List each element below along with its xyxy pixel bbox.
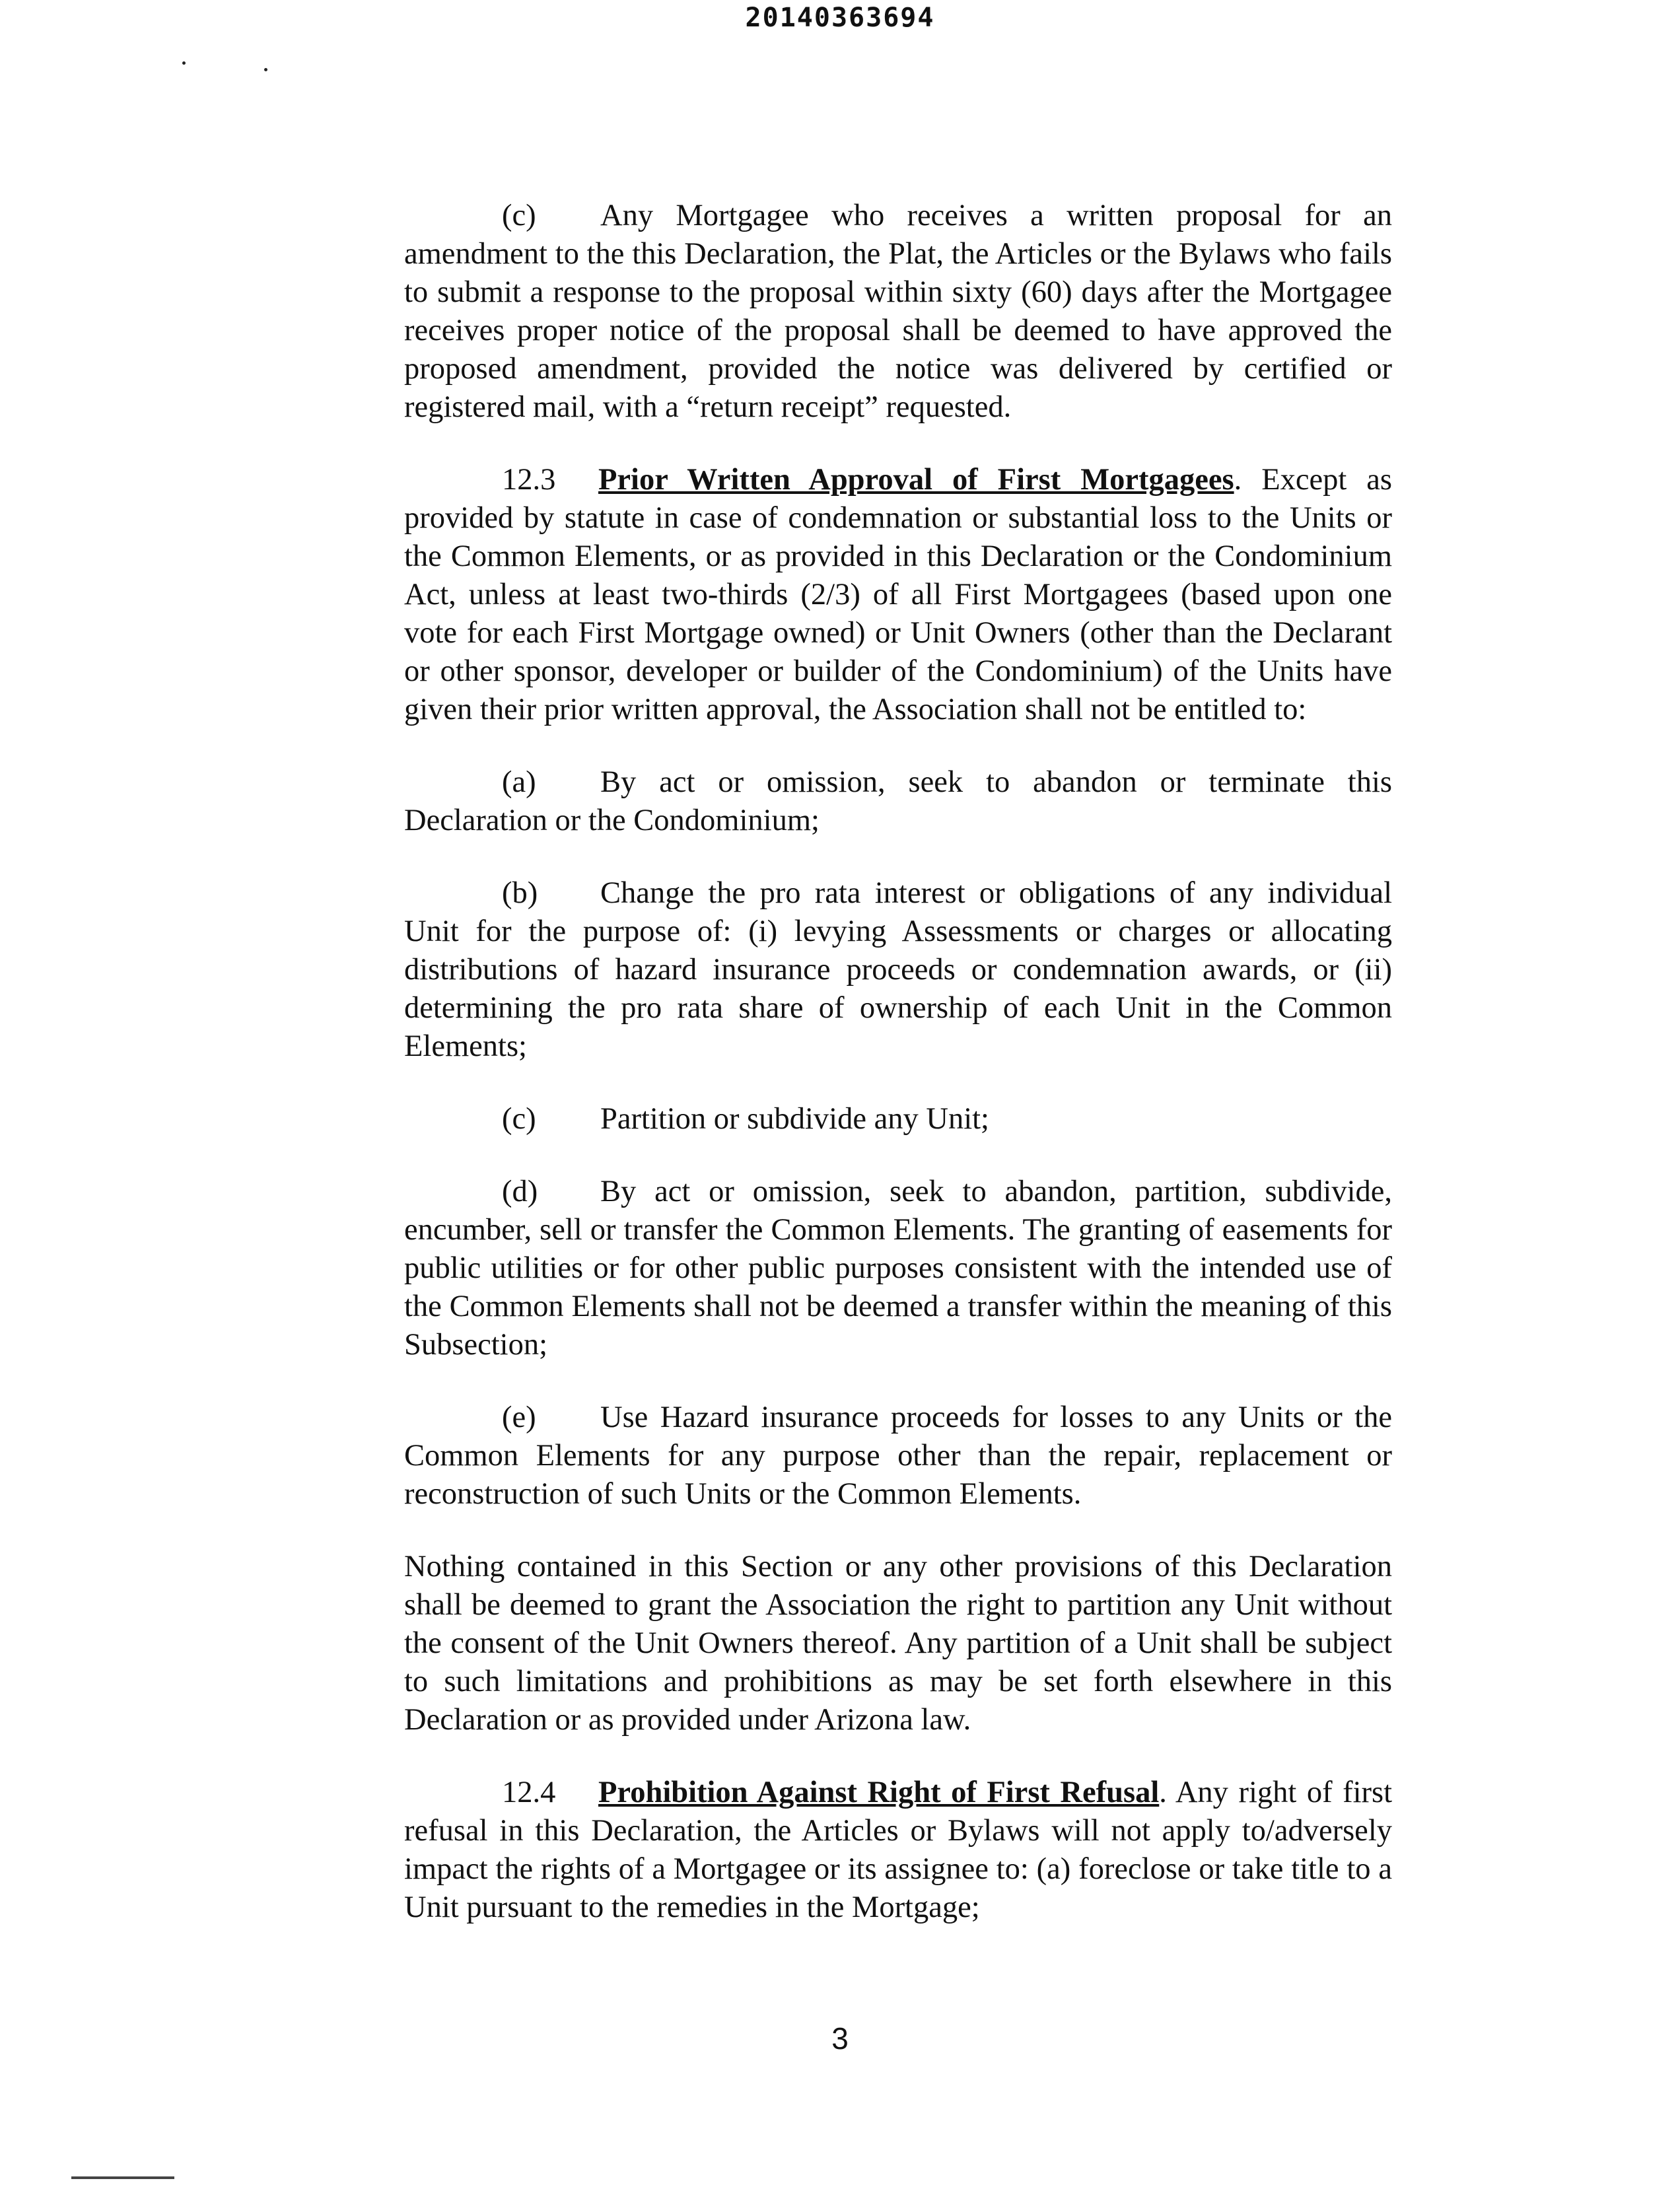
scan-edge-mark (71, 2176, 174, 2179)
paragraph-text: By act or omission, seek to abandon, partition, subdivide, encumber, sell or transfer the Common Elements. The granting of easements for public utilities or for other public purposes consistent with the intended use of the Common Elements shall not be deemed a transfer within the meaning of this Subsection; (404, 1175, 1392, 1362)
paragraph-text: . Any right of first refusal in this Declaration, the Articles or Bylaws will not apply to/adversely impact the rights of a Mortgagee or its assignee to: (a) foreclose or take title to a Unit pursuant to the remedies in the Mortgage; (404, 1776, 1392, 1924)
page-number: 3 (831, 2021, 849, 2056)
paragraph-text: Any Mortgagee who receives a written proposal for an amendment to the this Declaration, the Plat, the Articles or the Bylaws who fails to submit a response to the proposal within sixty (60) days after the Mortgagee receives proper notice of the proposal shall be deemed to have approved the proposed amendment, provided the notice was delivered by certified or registered mail, with a “return receipt” requested. (404, 199, 1392, 424)
paragraph-nothing-contained (404, 1548, 1392, 1739)
paragraph-text: Nothing contained in this Section or any other provisions of this Declaration shall be deemed to grant the Association the right to partition any Unit without the consent of the Unit Owners thereof. Any partition of a Unit shall be subject to such limitations and prohibitions as may be set forth elsewhere in this Declaration or as provided under Arizona law. (404, 1550, 1392, 1737)
section-12-4 (404, 1774, 1392, 1927)
paragraph-marker: (c) (502, 1102, 536, 1136)
section-number: 12.4 (502, 1776, 556, 1809)
paragraph-c-mortgagee-response (404, 197, 1392, 427)
item-b-pro-rata (404, 874, 1392, 1066)
section-heading: Prior Written Approval of First Mortgagees (598, 463, 1234, 497)
paragraph-marker: (e) (502, 1401, 536, 1434)
paragraph-marker: (b) (502, 876, 538, 910)
paragraph-text: Change the pro rata interest or obligations of any individual Unit for the purpose of: (i) levying Assessments or charges or allocating distributions of hazard insurance proceeds or condemnation awards, or (ii) determining the pro rata share of ownership of each Unit in the Common Elements; (404, 876, 1392, 1063)
document-body (404, 197, 1392, 1961)
paragraph-text: Use Hazard insurance proceeds for losses to any Units or the Common Elements for any purpose other than the repair, replacement or reconstruction of such Units or the Common Elements. (404, 1401, 1392, 1511)
document-number: 20140363694 (745, 3, 935, 33)
section-heading: Prohibition Against Right of First Refusal (598, 1776, 1160, 1809)
scan-speck (182, 61, 186, 65)
item-d-common-elements (404, 1173, 1392, 1364)
paragraph-text: By act or omission, seek to abandon or terminate this Declaration or the Condominium; (404, 765, 1392, 837)
paragraph-text: Partition or subdivide any Unit; (600, 1102, 989, 1136)
paragraph-marker: (a) (502, 765, 536, 799)
paragraph-marker: (c) (502, 199, 536, 232)
scan-speck (264, 68, 267, 71)
item-a-abandon (404, 763, 1392, 840)
section-number: 12.3 (502, 463, 556, 497)
item-c-partition (404, 1100, 1392, 1138)
item-e-hazard-insurance (404, 1399, 1392, 1513)
section-12-3 (404, 461, 1392, 729)
paragraph-text: . Except as provided by statute in case of condemnation or substantial loss to the Units or the Common Elements, or as provided in this Declaration or the Condominium Act, unless at least two-thirds (2/3) of all First Mortgagees (based upon one vote for each First Mortgage owned) or Unit Owners (other than the Declarant or other sponsor, developer or builder of the Condominium) of the Units have given their prior written approval, the Association shall not be entitled to: (404, 463, 1392, 726)
paragraph-marker: (d) (502, 1175, 538, 1208)
